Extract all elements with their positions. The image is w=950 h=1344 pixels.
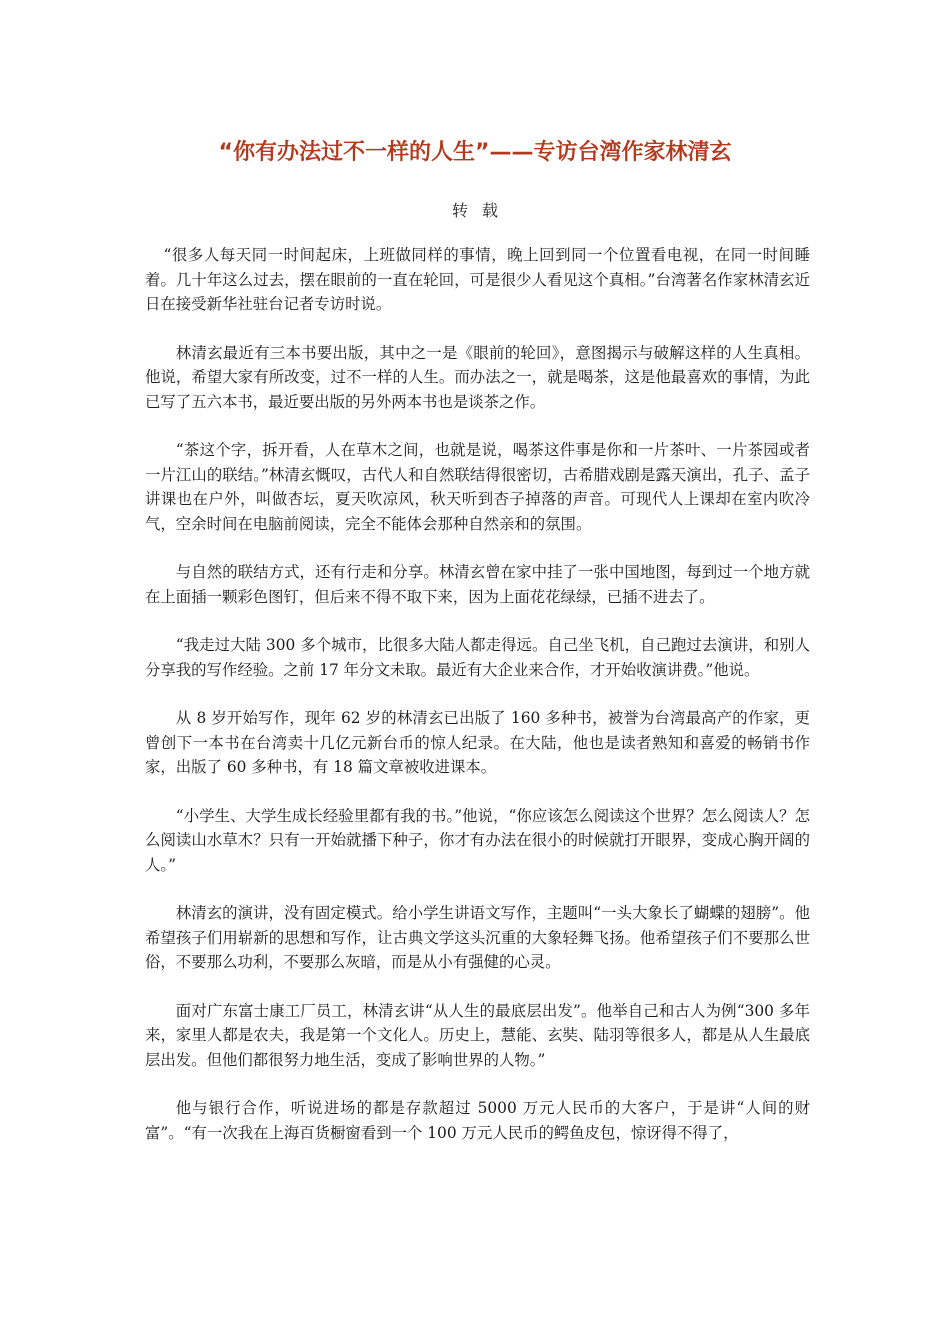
paragraph-6: 从 8 岁开始写作，现年 62 岁的林清玄已出版了 160 多种书，被誉为台湾最高产的作家，更曾创下一本书在台湾卖十几亿元新台币的惊人纪录。在大陆，他也是读者熟知和喜爱的畅销书作家，出版了 60 多种书，有 18 篇文章被收进课本。: [145, 709, 810, 776]
paragraph-1: “很多人每天同一时间起床，上班做同样的事情，晚上回到同一个位置看电视，在同一时间睡着。几十年这么过去，摆在眼前的一直在轮回，可是很少人看见这个真相。”台湾著名作家林清玄近日在接受新华社驻台记者专访时说。: [145, 246, 810, 313]
article-title: “你有办法过不一样的人生”——专访台湾作家林清玄: [218, 140, 732, 165]
paragraph-9: 面对广东富士康工厂员工，林清玄讲“从人生的最底层出发”。他举自己和古人为例“300 多年来，家里人都是农夫，我是第一个文化人。历史上，慧能、玄奘、陆羽等很多人，都是从人生最底层出发。但他们都很努力地生活，变成了影响世界的人物。”: [145, 1001, 810, 1069]
article-byline: 转载: [451, 201, 512, 220]
article-body: [145, 243, 810, 1169]
paragraph-8: 林清玄的演讲，没有固定模式。给小学生讲语文写作，主题叫“一头大象长了蝴蝶的翅膀”。他希望孩子们用崭新的思想和写作，让古典文学这头沉重的大象轻舞飞扬。他希望孩子们不要那么世俗，不要那么功利，不要那么灰暗，而是从小有强健的心灵。: [145, 904, 810, 971]
paragraph-5: “我走过大陆 300 多个城市，比很多大陆人都走得远。自己坐飞机，自己跑过去演讲，和别人分享我的写作经验。之前 17 年分文未取。最近有大企业来合作，才开始收演讲费。”他说。: [145, 636, 810, 679]
paragraph-3: “茶这个字，拆开看，人在草木之间，也就是说，喝茶这件事是你和一片茶叶、一片茶园或者一片江山的联结。”林清玄慨叹，古代人和自然联结得很密切，古希腊戏剧是露天演出，孔子、孟子讲课也在户外，叫做杏坛，夏天吹凉风，秋天听到杏子掉落的声音。可现代人上课却在室内吹冷气，空余时间在电脑前阅读，完全不能体会那种自然亲和的氛围。: [145, 441, 810, 533]
paragraph-10: 他与银行合作，听说进场的都是存款超过 5000 万元人民币的大客户，于是讲“人间的财富”。“有一次我在上海百货橱窗看到一个 100 万元人民币的鳄鱼皮包，惊讶得不得了，: [145, 1099, 810, 1142]
paragraph-7: “小学生、大学生成长经验里都有我的书。”他说，“你应该怎么阅读这个世界？怎么阅读人？怎么阅读山水草木？只有一开始就播下种子，你才有办法在很小的时候就打开眼界，变成心胸开阔的人。”: [145, 806, 810, 874]
paragraph-2: 林清玄最近有三本书要出版，其中之一是《眼前的轮回》，意图揭示与破解这样的人生真相。他说，希望大家有所改变，过不一样的人生。而办法之一，就是喝茶，这是他最喜欢的事情，为此已写了五六本书，最近要出版的另外两本书也是谈茶之作。: [145, 343, 810, 411]
paragraph-4: 与自然的联结方式，还有行走和分享。林清玄曾在家中挂了一张中国地图，每到过一个地方就在上面插一颗彩色图钉，但后来不得不取下来，因为上面花花绿绿，已插不进去了。: [145, 563, 810, 606]
